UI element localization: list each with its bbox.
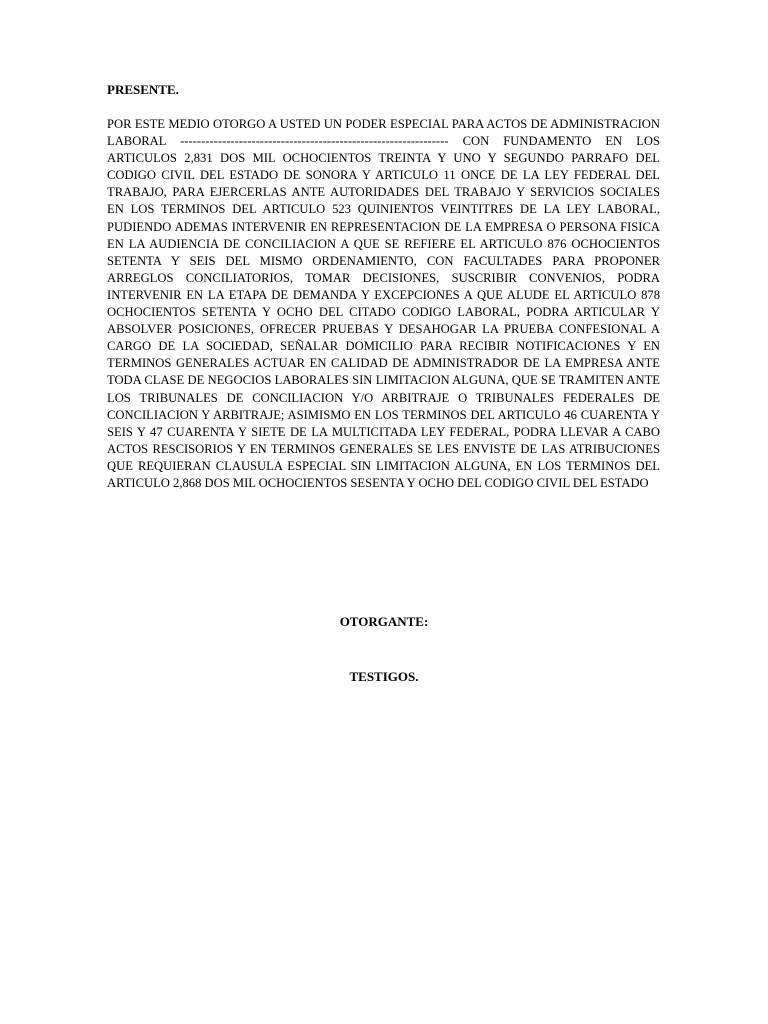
paragraph-line: INTERVENIR EN LA ETAPA DE DEMANDA Y EXCEPCIONES A QUE ALUDE EL ARTICULO 878 (107, 287, 660, 302)
paragraph-line: SETENTA Y SEIS DEL MISMO ORDENAMIENTO, CON FACULTADES PARA PROPONER (107, 253, 660, 268)
paragraph-line: PUDIENDO ADEMAS INTERVENIR EN REPRESENTACION DE LA EMPRESA O PERSONA FISICA (107, 219, 660, 234)
paragraph-line: TRABAJO, PARA EJERCERLAS ANTE AUTORIDADES DEL TRABAJO Y SERVICIOS SOCIALES (107, 185, 660, 200)
paragraph-line: SEIS Y 47 CUARENTA Y SIETE DE LA MULTICITADA LEY FEDERAL, PODRA LLEVAR A CABO (107, 424, 660, 439)
paragraph-line: OCHOCIENTOS SETENTA Y OCHO DEL CITADO CODIGO LABORAL, PODRA ARTICULAR Y (107, 305, 660, 320)
paragraph-line: TERMINOS GENERALES ACTUAR EN CALIDAD DE ADMINISTRADOR DE LA EMPRESA ANTE (107, 356, 660, 371)
paragraph-line: CODIGO CIVIL DEL ESTADO DE SONORA Y ARTICULO 11 ONCE DE LA LEY FEDERAL DEL (107, 168, 660, 183)
paragraph-line: POR ESTE MEDIO OTORGO A USTED UN PODER ESPECIAL PARA ACTOS DE ADMINISTRACION (107, 117, 660, 131)
salutation-heading: PRESENTE. (107, 82, 179, 97)
paragraph-line: EN LOS TERMINOS DEL ARTICULO 523 QUINIENTOS VEINTITRES DE LA LEY LABORAL, (107, 202, 660, 217)
paragraph-line: LABORAL ---------------------------------------------------------------- CON FUNDAMENTO EN LOS (107, 134, 660, 149)
paragraph-line: TODA CLASE DE NEGOCIOS LABORALES SIN LIMITACION ALGUNA, QUE SE TRAMITEN ANTE (107, 373, 660, 388)
paragraph-line: CONCILIACION Y ARBITRAJE; ASIMISMO EN LOS TERMINOS DEL ARTICULO 46 CUARENTA Y (107, 407, 660, 422)
paragraph-line: ACTOS RESCISORIOS Y EN TERMINOS GENERALES SE LES ENVISTE DE LAS ATRIBUCIONES (107, 441, 660, 456)
paragraph-line: ARREGLOS CONCILIATORIOS, TOMAR DECISIONES, SUSCRIBIR CONVENIOS, PODRA (107, 270, 660, 285)
paragraph-line: ABSOLVER POSICIONES, OFRECER PRUEBAS Y DESAHOGAR LA PRUEBA CONFESIONAL A (107, 322, 660, 337)
paragraph-line: EN LA AUDIENCIA DE CONCILIACION A QUE SE REFIERE EL ARTICULO 876 OCHOCIENTOS (107, 236, 660, 251)
paragraph-line: LOS TRIBUNALES DE CONCILIACION Y/O ARBITRAJE O TRIBUNALES FEDERALES DE (107, 390, 660, 405)
paragraph-line: ARTICULOS 2,831 DOS MIL OCHOCIENTOS TREINTA Y UNO Y SEGUNDO PARRAFO DEL (107, 151, 660, 166)
grantor-signature-label: OTORGANTE: (339, 614, 429, 629)
witnesses-signature-label: TESTIGOS. (349, 669, 419, 684)
power-of-attorney-paragraph (107, 116, 660, 492)
paragraph-line: CARGO DE LA SOCIEDAD, SEÑALAR DOMICILIO PARA RECIBIR NOTIFICACIONES Y EN (107, 339, 660, 354)
paragraph-line: QUE REQUIERAN CLAUSULA ESPECIAL SIN LIMITACION ALGUNA, EN LOS TERMINOS DEL (107, 458, 660, 473)
paragraph-line: ARTICULO 2,868 DOS MIL OCHOCIENTOS SESENTA Y OCHO DEL CODIGO CIVIL DEL ESTADO (107, 475, 649, 490)
